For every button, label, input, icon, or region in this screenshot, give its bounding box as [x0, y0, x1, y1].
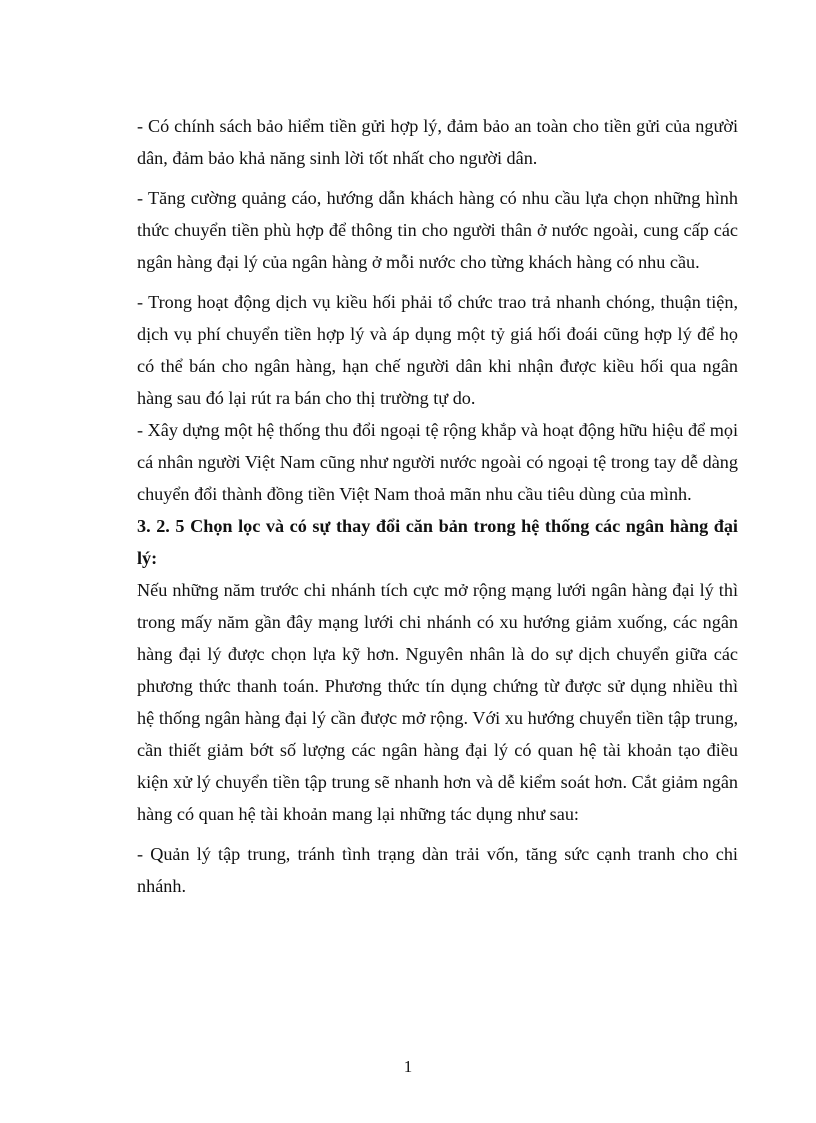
- paragraph-deposit-insurance: - Có chính sách bảo hiểm tiền gửi hợp lý, đảm bảo an toàn cho tiền gửi của người dân, đảm bảo khả năng sinh lời tốt nhất cho người dân.: [137, 116, 738, 168]
- paragraph-advertising: - Tăng cường quảng cáo, hướng dẫn khách hàng có nhu cầu lựa chọn những hình thức chuyển tiền phù hợp để thông tin cho người thân ở nước ngoài, cung cấp các ngân hàng đại lý của ngân hàng ở mỗi nước cho từng khách hàng có nhu cầu.: [137, 188, 738, 272]
- document-body: [137, 110, 738, 902]
- paragraph-centralized-management: - Quản lý tập trung, tránh tình trạng dàn trải vốn, tăng sức cạnh tranh cho chi nhánh.: [137, 844, 738, 896]
- paragraph-remittance-service: - Trong hoạt động dịch vụ kiều hối phải tổ chức trao trả nhanh chóng, thuận tiện, dịch vụ phí chuyển tiền hợp lý và áp dụng một tỷ giá hối đoái cũng hợp lý để họ có thể bán cho ngân hàng, hạn chế người dân khi nhận được kiều hối qua ngân hàng sau đó lại rút ra bán cho thị trường tự do.: [137, 292, 738, 408]
- paragraph-correspondent-banks: Nếu những năm trước chi nhánh tích cực mở rộng mạng lưới ngân hàng đại lý thì trong mấy năm gần đây mạng lưới chi nhánh có xu hướng giảm xuống, các ngân hàng đại lý được chọn lựa kỹ hơn. Nguyên nhân là do sự dịch chuyển giữa các phương thức thanh toán. Phương thức tín dụng chứng từ được sử dụng nhiều thì hệ thống ngân hàng đại lý cần được mở rộng. Với xu hướng chuyển tiền tập trung, cần thiết giảm bớt số lượng các ngân hàng đại lý có quan hệ tài khoản tạo điều kiện xử lý chuyển tiền tập trung sẽ nhanh hơn và dễ kiểm soát hơn. Cắt giảm ngân hàng có quan hệ tài khoản mang lại những tác dụng như sau:: [137, 580, 738, 824]
- page-number: 1: [403, 1057, 413, 1076]
- section-heading: 3. 2. 5 Chọn lọc và có sự thay đổi căn bản trong hệ thống các ngân hàng đại lý:: [137, 516, 738, 568]
- paragraph-currency-exchange: - Xây dựng một hệ thống thu đổi ngoại tệ rộng khắp và hoạt động hữu hiệu để mọi cá nhân người Việt Nam cũng như người nước ngoài có ngoại tệ trong tay dễ dàng chuyển đổi thành đồng tiền Việt Nam thoả mãn nhu cầu tiêu dùng của mình.: [137, 420, 738, 504]
